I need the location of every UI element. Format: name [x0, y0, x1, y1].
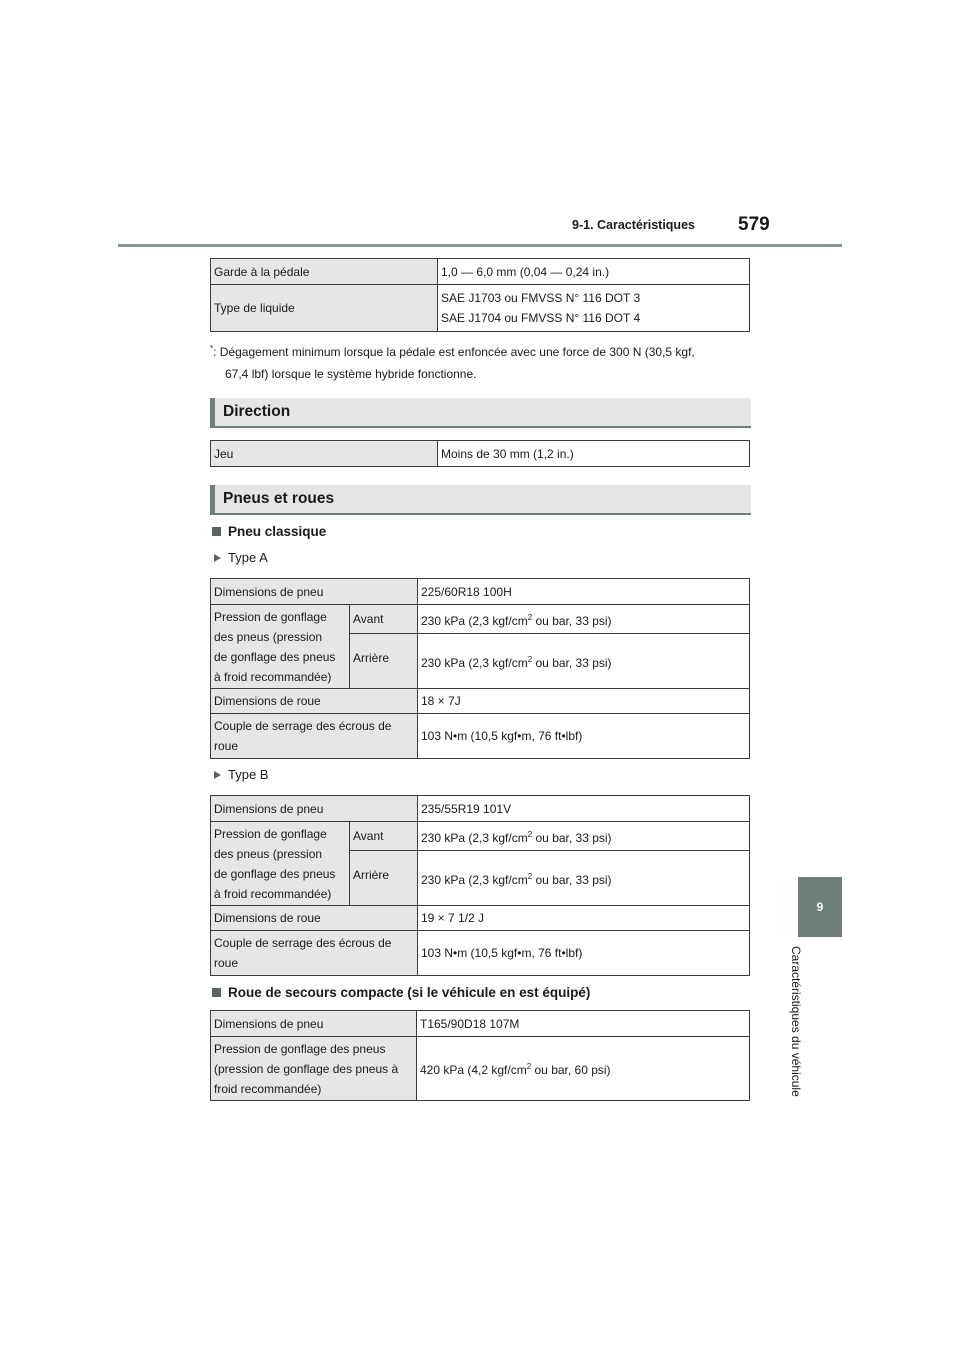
section-header: 9-1. Caractéristiques: [572, 218, 695, 232]
footnote-text-continued: 67,4 lbf) lorsque le système hybride fonctionne.: [225, 367, 477, 381]
front-pressure-value: 230 kPa (2,3 kgf/$cm^2$ ou bar, 33 psi): [418, 605, 750, 634]
front-label: Avant: [350, 605, 418, 634]
table-row: [211, 579, 750, 605]
rear-label: Arrière: [350, 851, 418, 906]
spare-spec-table: [210, 1010, 750, 1101]
fluid-type-line: SAE J1704 ou FMVSS N° 116 DOT 4: [441, 311, 641, 325]
chapter-number: 9: [816, 900, 824, 914]
pressure-label: Pression de gonflage des pneus (pression de gonflage des pneus à froid recommandée): [211, 822, 350, 906]
table-row: [211, 285, 750, 332]
subheading-spare-tire: Roue de secours compacte (si le véhicule en est équipé): [212, 985, 590, 1000]
table-row: [211, 714, 750, 759]
section-heading-direction: Direction: [210, 398, 751, 428]
row-label: Dimensions de roue: [211, 689, 418, 714]
chapter-tab: [798, 877, 842, 937]
row-value: 1,0 — 6,0 mm (0,04 — 0,24 in.): [438, 259, 750, 285]
row-value: 103 N•m (10,5 kgf•m, 76 ft•lbf): [418, 714, 750, 759]
subheading-classic-tire: Pneu classique: [212, 524, 326, 539]
triangle-bullet-icon: [214, 771, 221, 779]
row-value: 103 N•m (10,5 kgf•m, 76 ft•lbf): [418, 931, 750, 976]
type-a-spec-table: [210, 578, 750, 759]
table-row: [211, 1011, 750, 1037]
table-row: [211, 689, 750, 714]
brake-spec-table: [210, 258, 750, 332]
footnote-text: : Dégagement minimum lorsque la pédale est enfoncée avec une force de 300 N (30,5 kgf,: [213, 345, 695, 359]
row-value: 19 × 7 1/2 J: [418, 906, 750, 931]
table-row: [211, 259, 750, 285]
table-row: [211, 931, 750, 976]
rear-pressure-value: 230 kPa (2,3 kgf/$cm^2$ ou bar, 33 psi): [418, 634, 750, 689]
table-row: [211, 906, 750, 931]
spare-pressure-value: 420 kPa (4,2 kgf/$cm^2$ ou bar, 60 psi): [417, 1037, 750, 1101]
footnote-marker: *: [210, 344, 214, 353]
row-value: [438, 285, 750, 332]
row-label: Jeu: [211, 441, 438, 467]
row-value: 225/60R18 100H: [418, 579, 750, 605]
type-b-spec-table: [210, 795, 750, 976]
pressure-label: Pression de gonflage des pneus (pression de gonflage des pneus à froid recommandée): [211, 1037, 417, 1101]
front-label: Avant: [350, 822, 418, 851]
row-label: Couple de serrage des écrous de roue: [211, 931, 418, 976]
table-row: [211, 441, 750, 467]
type-a-heading: Type A: [214, 550, 268, 565]
direction-spec-table: [210, 440, 750, 467]
front-pressure-value: 230 kPa (2,3 kgf/$cm^2$ ou bar, 33 psi): [418, 822, 750, 851]
page-number: 579: [738, 214, 770, 235]
table-row: [211, 1037, 750, 1101]
table-row: [211, 822, 750, 851]
row-value: T165/90D18 107M: [417, 1011, 750, 1037]
header-divider: [118, 244, 842, 247]
fluid-type-line: SAE J1703 ou FMVSS N° 116 DOT 3: [441, 291, 641, 305]
pressure-label: Pression de gonflage des pneus (pression de gonflage des pneus à froid recommandée): [211, 605, 350, 689]
row-label: Type de liquide: [211, 285, 438, 332]
row-value: Moins de 30 mm (1,2 in.): [438, 441, 750, 467]
row-value: 18 × 7J: [418, 689, 750, 714]
type-b-heading: Type B: [214, 767, 268, 782]
row-label: Dimensions de pneu: [211, 1011, 417, 1037]
row-label: Garde à la pédale: [211, 259, 438, 285]
row-label: Dimensions de roue: [211, 906, 418, 931]
square-bullet-icon: [212, 527, 221, 536]
triangle-bullet-icon: [214, 554, 221, 562]
row-label: Dimensions de pneu: [211, 579, 418, 605]
row-value: 235/55R19 101V: [418, 796, 750, 822]
rear-pressure-value: 230 kPa (2,3 kgf/$cm^2$ ou bar, 33 psi): [418, 851, 750, 906]
square-bullet-icon: [212, 988, 221, 997]
rear-label: Arrière: [350, 634, 418, 689]
row-label: Dimensions de pneu: [211, 796, 418, 822]
section-heading-tires: Pneus et roues: [210, 485, 751, 515]
row-label: Couple de serrage des écrous de roue: [211, 714, 418, 759]
table-row: [211, 605, 750, 634]
chapter-label: Caractéristiques du véhicule: [789, 946, 803, 1097]
footnote: [210, 338, 755, 385]
table-row: [211, 796, 750, 822]
